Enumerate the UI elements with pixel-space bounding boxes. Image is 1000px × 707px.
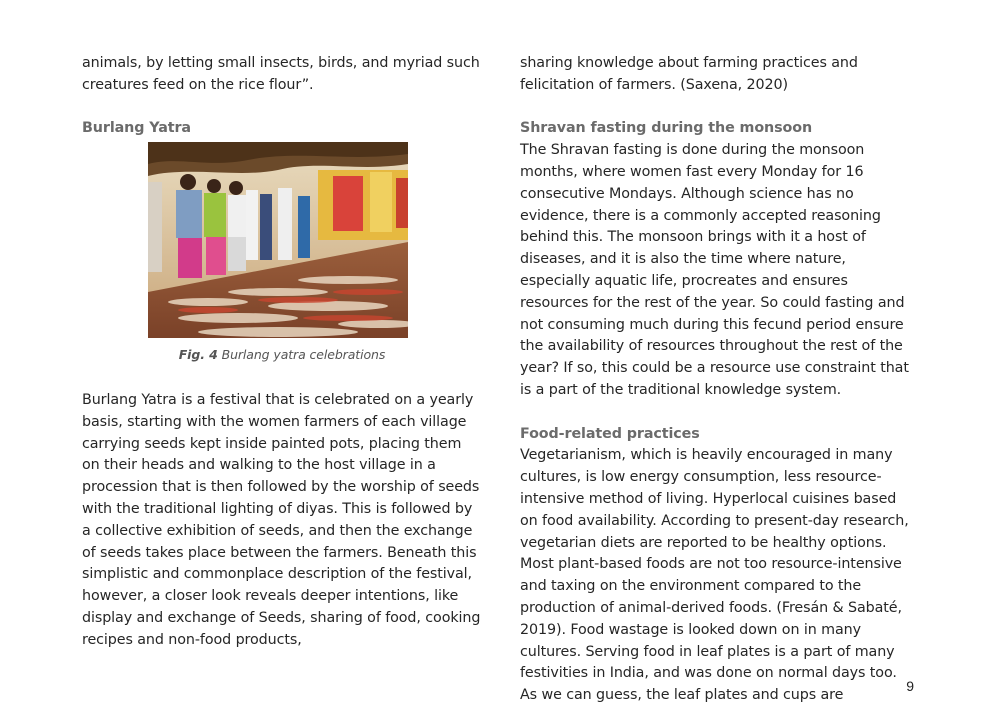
figure-photo [148,142,408,338]
figure-caption-text: Burlang yatra celebrations [221,347,386,363]
section-heading-food-practices: Food-related practices [520,425,700,442]
section-heading-shravan-fasting: Shravan fasting during the monsoon [520,120,813,137]
spacer [82,97,482,119]
spacer [82,366,482,390]
figure-caption [82,344,482,366]
left-intro-paragraph: animals, by letting small insects, birds, and myriad such creatures feed on the rice flour”. [82,55,480,93]
page-number: 9 [906,678,914,694]
burlang-yatra-photo [148,142,408,338]
right-column [520,53,918,707]
left-column [82,53,482,652]
section-heading-burlang-yatra: Burlang Yatra [82,120,191,137]
figure-label: Fig. 4 [178,347,218,363]
right-intro-paragraph: sharing knowledge about farming practices and felicitation of farmers. (Saxena, 2020) [520,55,858,93]
food-practices-paragraph: Vegetarianism, which is heavily encouraged in many cultures, is low energy consumption, less resource-intensive method of living. Hyperlocal cuisines based on food availability. According to present-day research, vegetarian diets are reported to be healthy options. Most plant-based foods are not too resource-intensive and taxing on the environment compared to the production of animal-derived foods. (Fresán & Sabaté, 2019). Food wastage is looked down on in many cultures. Serving food in leaf plates is a part of many festivities in India, and was done on normal days too. As we can guess, the leaf plates and cups are [520,447,909,704]
spacer [520,402,918,424]
spacer [520,97,918,119]
burlang-yatra-paragraph: Burlang Yatra is a festival that is celebrated on a yearly basis, starting with the women farmers of each village carrying seeds kept inside painted pots, placing them on their heads and walking to the host village in a procession that is then followed by the worship of seeds with the traditional lighting of diyas. This is followed by a collective exhibition of seeds, and then the exchange of seeds takes place between the farmers. Beneath this simplistic and commonplace description of the festival, however, a closer look reveals deeper intentions, like display and exchange of Seeds, sharing of food, cooking recipes and non-food products, [82,391,481,648]
shravan-fasting-paragraph: The Shravan fasting is done during the monsoon months, where women fast every Monday for 16 consecutive Mondays. Although science has no evidence, there is a commonly accepted reasoning behind this. The monsoon brings with it a host of diseases, and it is also the time where nature, especially aquatic life, procreates and ensures resources for the rest of the year. So could fasting and not consuming much during this fecund period ensure the availability of resources throughout the rest of the year? If so, this could be a resource use constraint that is a part of the traditional knowledge system. [520,142,909,398]
